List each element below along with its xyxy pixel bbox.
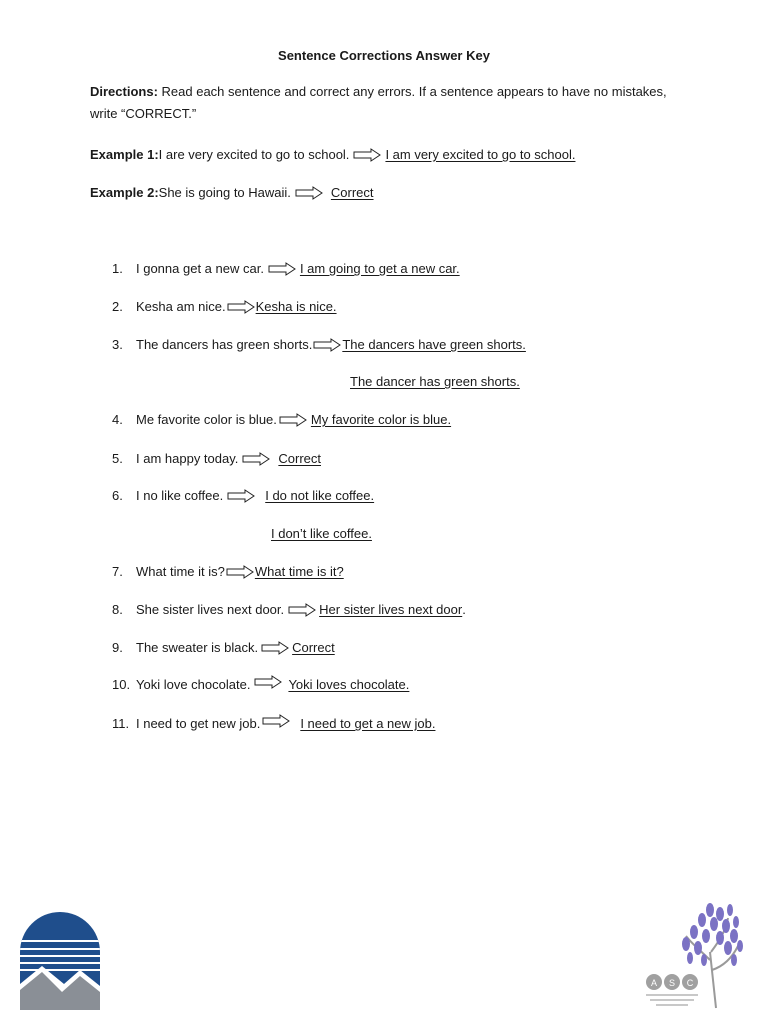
item-sentence: I gonna get a new car. <box>136 261 264 276</box>
right-arrow-icon <box>242 452 270 466</box>
right-arrow-icon <box>254 675 282 689</box>
right-arrow-icon <box>353 148 381 162</box>
item-answer: What time is it? <box>254 564 344 579</box>
item-number: 2. <box>112 299 123 314</box>
item-number: 6. <box>112 488 123 503</box>
list-item <box>112 299 337 314</box>
logo-letter-s: S <box>668 978 676 988</box>
list-item <box>112 488 374 503</box>
item-number: 1. <box>112 261 123 276</box>
directions-text: Read each sentence and correct any errors. If a sentence appears to have no mistakes, write “CORRECT.” <box>90 84 667 121</box>
page-title: Sentence Corrections Answer Key <box>278 48 490 63</box>
list-item <box>112 412 451 427</box>
right-arrow-icon <box>279 413 307 427</box>
example-sentence: She is going to Hawaii. <box>158 185 291 200</box>
right-arrow-icon <box>227 489 255 503</box>
item-answer: I need to get a new job. <box>300 716 436 731</box>
item-answer: Her sister lives next door <box>319 602 463 617</box>
logo-letter-c: C <box>686 978 694 988</box>
right-arrow-icon <box>313 338 341 352</box>
item-answer: Yoki loves chocolate. <box>288 677 410 692</box>
item-sentence: I need to get new job. <box>136 716 261 731</box>
item-number: 9. <box>112 640 123 655</box>
item-number: 5. <box>112 451 123 466</box>
item-answer: I am going to get a new car. <box>299 261 460 276</box>
item-sentence: The dancers has green shorts. <box>136 337 313 352</box>
item-sentence: I am happy today. <box>136 451 239 466</box>
right-arrow-icon <box>262 714 290 728</box>
list-item <box>112 602 466 617</box>
right-arrow-icon <box>288 603 316 617</box>
example-sentence: I are very excited to go to school. <box>158 147 350 162</box>
item-sentence: What time it is? <box>136 564 225 579</box>
item-answer: Kesha is nice. <box>255 299 337 314</box>
item-answer: The dancers have green shorts. <box>342 337 526 352</box>
example-label: Example 1: <box>90 147 159 162</box>
item-number: 11. <box>112 716 130 731</box>
example-label: Example 2: <box>90 185 159 200</box>
right-arrow-icon <box>295 186 323 200</box>
item-number: 8. <box>112 602 123 617</box>
list-item <box>112 564 344 579</box>
logo-letter-a: A <box>650 978 658 988</box>
item-alt-answer <box>350 374 520 389</box>
list-item <box>112 451 321 466</box>
item-alt-answer-text: The dancer has green shorts. <box>350 374 520 389</box>
list-item <box>112 640 335 655</box>
item-answer: Correct <box>292 640 335 655</box>
item-number: 4. <box>112 412 123 427</box>
right-arrow-icon <box>227 300 255 314</box>
example-1 <box>90 147 575 162</box>
item-answer: My favorite color is blue. <box>310 412 452 427</box>
item-alt-answer <box>271 526 372 541</box>
item-alt-answer-text: I don’t like coffee. <box>271 526 372 541</box>
item-number: 7. <box>112 564 123 579</box>
example-answer: I am very excited to go to school. <box>385 147 576 162</box>
example-answer: Correct <box>330 185 374 200</box>
directions <box>90 81 670 125</box>
item-sentence: Yoki love chocolate. <box>136 677 251 692</box>
list-item <box>112 716 435 731</box>
directions-label: Directions: <box>90 84 158 99</box>
item-sentence: Kesha am nice. <box>136 299 226 314</box>
asc-tree-logo <box>640 900 750 1012</box>
item-answer: Correct <box>278 451 321 466</box>
right-arrow-icon <box>226 565 254 579</box>
right-arrow-icon <box>268 262 296 276</box>
right-arrow-icon <box>261 641 289 655</box>
item-answer: I do not like coffee. <box>265 488 375 503</box>
item-sentence: The sweater is black. <box>136 640 259 655</box>
mountain-sun-logo <box>20 912 100 1010</box>
example-2 <box>90 185 374 200</box>
item-number: 3. <box>112 337 123 352</box>
list-item <box>112 677 409 692</box>
item-sentence: She sister lives next door. <box>136 602 285 617</box>
item-sentence: Me favorite color is blue. <box>136 412 277 427</box>
list-item <box>112 261 460 276</box>
item-number: 10. <box>112 677 131 692</box>
list-item <box>112 337 526 352</box>
item-answer-period: . <box>462 602 466 617</box>
item-sentence: I no like coffee. <box>136 488 224 503</box>
